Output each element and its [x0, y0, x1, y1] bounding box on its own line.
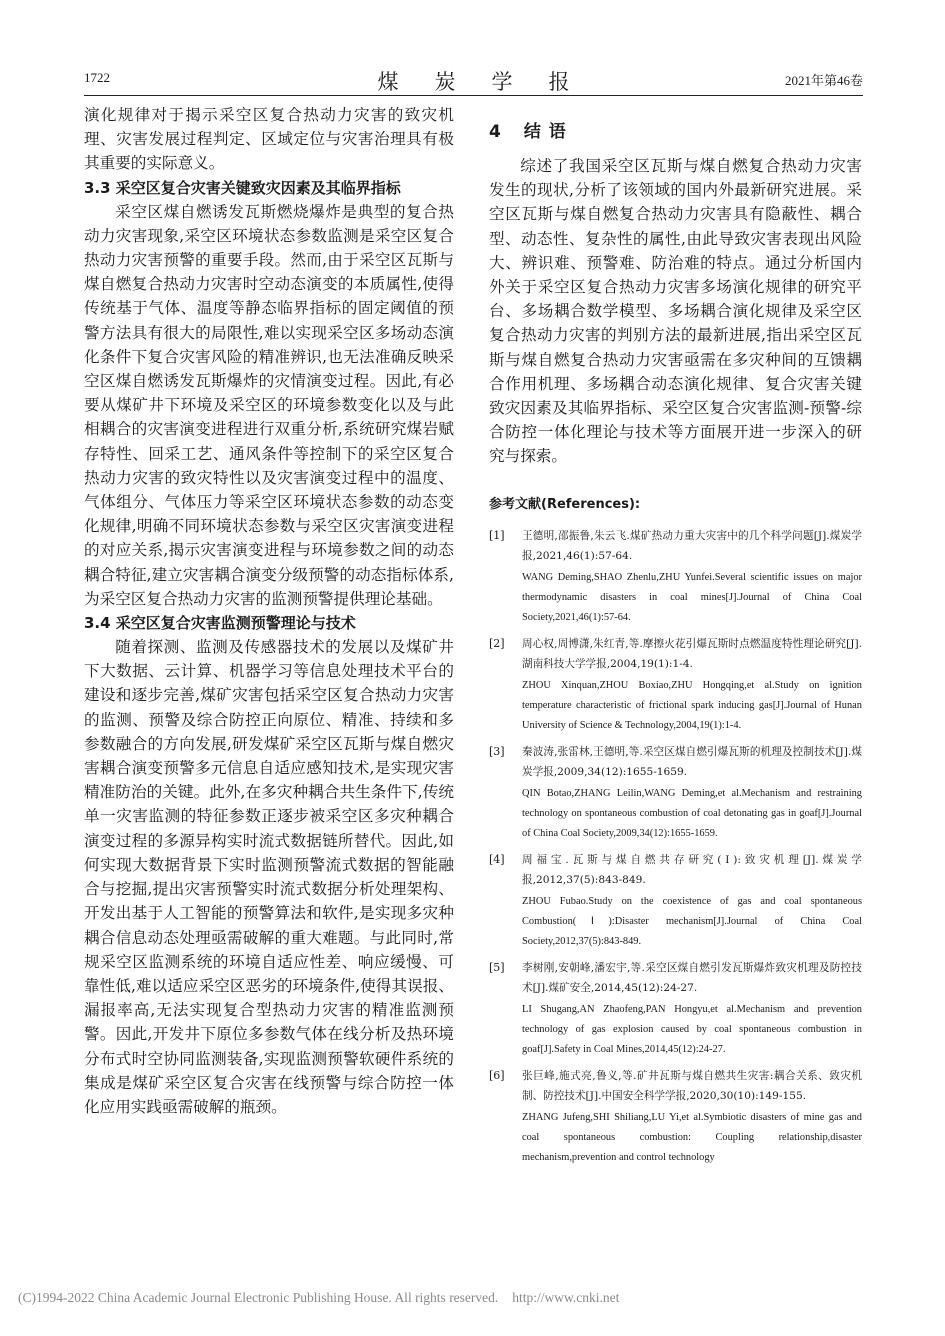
reference-item [489, 634, 862, 736]
reference-item [489, 958, 862, 1060]
reference-chinese: 李树刚,安朝峰,潘宏宇,等.采空区煤自燃引发瓦斯爆炸致灾机理及防控技术[J].煤矿安全,2014,45(12):24-27. [522, 961, 862, 994]
reference-english: ZHOU Fubao.Study on the coexistence of gas and coal spontaneous Combustion(Ⅰ):Disaster mechanism[J].Journal of China Coal Society,2012,37(5):843-849. [522, 895, 862, 947]
reference-chinese: 王德明,邵振鲁,朱云飞.煤矿热动力重大灾害中的几个科学问题[J].煤炭学报,2021,46(1):57-64. [522, 529, 862, 562]
reference-english: ZHOU Xinquan,ZHOU Boxiao,ZHU Hongqing,et al.Study on ignition temperature characteristic of frictional spark inducing gas[J].Journal of Hunan University of Science & Technology,2004,19(1):1-4. [522, 679, 862, 731]
header-rule [84, 95, 863, 96]
reference-item [489, 526, 862, 628]
reference-number: [2] [489, 636, 505, 650]
reference-item [489, 742, 862, 844]
reference-number: [4] [489, 852, 505, 866]
conclusion-heading [489, 117, 862, 142]
reference-item [489, 1066, 862, 1168]
reference-chinese: 张巨峰,施式亮,鲁义,等.矿井瓦斯与煤自燃共生灾害:耦合关系、致灾机制、防控技术[J].中国安全科学学报,2020,30(10):149-155. [522, 1069, 862, 1102]
reference-number: [3] [489, 744, 505, 758]
section-3-3-heading: 3.3 采空区复合灾害关键致灾因素及其临界指标 [84, 178, 401, 197]
right-column [489, 103, 862, 1174]
cnki-link[interactable]: http://www.cnki.net [512, 1290, 620, 1305]
reference-list [489, 526, 862, 1168]
reference-english: ZHANG Jufeng,SHI Shiliang,LU Yi,et al.Symbiotic disasters of mine gas and coal spontaneous combustion: Coupling relationship,disaster mechanism,prevention and control technology [522, 1111, 862, 1163]
section-3-4-paragraph: 随着探测、监测及传感器技术的发展以及煤矿井下大数据、云计算、机器学习等信息处理技术平台的建设和逐步完善,煤矿灾害包括采空区复合热动力灾害的监测、预警及综合防控正向原位、精准、持续和多参数融合的方向发展,研发煤矿采空区瓦斯与煤自燃灾害耦合演变预警多元信息自适应感知技术,是实现灾害精准防治的关键。此外,在多灾种耦合共生条件下,传统单一灾害监测的特征参数正逐步被采空区多灾种耦合演变过程的多源异构实时流式数据链所替代。因此,如何实现大数据背景下实时监测预警流式数据的智能融合与挖掘,提出灾害预警实时流式数据分析处理架构、开发出基于人工智能的预警算法和软件,是实现多灾种耦合信息动态处理亟需破解的重大难题。与此同时,常规采空区监测系统的环境自适应性差、响应缓慢、可靠性低,难以适应采空区恶劣的环境条件,使得其误报、漏报率高,无法实现复合型热动力灾害的精准监测预警。因此,开发井下原位多参数气体在线分析及热环境分布式时空协同监测装备,实现监测预警软硬件系统的集成是煤矿采空区复合灾害在线预警与综合防控一体化应用实践亟需破解的瓶颈。 [84, 638, 454, 1116]
page-number: 1722 [84, 70, 110, 85]
reference-number: [5] [489, 960, 505, 974]
reference-chinese: 秦波涛,张雷林,王德明,等.采空区煤自燃引爆瓦斯的机理及控制技术[J].煤炭学报,2009,34(12):1655-1659. [522, 745, 862, 778]
reference-number: [6] [489, 1068, 505, 1082]
reference-english: QIN Botao,ZHANG Leilin,WANG Deming,et al.Mechanism and restraining technology on spontaneous combustion of coal detonating gas in goaf[J].Journal of China Coal Society,2009,34(12):1655-1659. [522, 787, 862, 839]
copyright-footer [18, 1290, 619, 1306]
left-column [84, 103, 454, 1119]
section-3-3-paragraph: 采空区煤自燃诱发瓦斯燃烧爆炸是典型的复合热动力灾害现象,采空区环境状态参数监测是采空区复合热动力灾害预警的重要手段。然而,由于采空区瓦斯与煤自燃复合热动力灾害时空动态演变的本质属性,使得传统基于气体、温度等静态临界指标的固定阈值的预警方法具有很大的局限性,难以实现采空区多场动态演化条件下复合灾害风险的精准辨识,也无法准确反映采空区煤自燃诱发瓦斯爆炸的灾情演变过程。因此,有必要从煤矿井下环境及采空区的环境参数变化以及与此相耦合的灾害演变进程进行双重分析,系统研究煤岩赋存特性、回采工艺、通风条件等控制下的采空区复合热动力灾害的致灾特性以及灾害演变过程中的温度、气体组分、气体压力等采空区环境状态参数的动态变化规律,明确不同环境状态参数与采空区灾害演变进程的对应关系,揭示灾害演变进程与环境参数之间的动态耦合特征,建立灾害耦合演变分级预警的动态指标体系,为采空区复合热动力灾害的监测预警提供理论基础。 [84, 202, 454, 608]
continued-paragraph: 演化规律对于揭示采空区复合热动力灾害的致灾机理、灾害发展过程判定、区域定位与灾害治理具有极其重要的实际意义。 [84, 106, 454, 173]
conclusion-paragraph: 综述了我国采空区瓦斯与煤自燃复合热动力灾害发生的现状,分析了该领域的国内外最新研究进展。采空区瓦斯与煤自燃复合热动力灾害具有隐蔽性、耦合型、动态性、复杂性的属性,由此导致灾害表现出风险大、辨识难、预警难、防治难的特点。通过分析国内外关于采空区复合热动力灾害多场演化规律的研究平台、多场耦合数学模型、多场耦合演化规律及采空区复合热动力灾害的判别方法的最新进展,指出采空区瓦斯与煤自燃复合热动力灾害亟需在多灾种间的互馈耦合作用机理、多场耦合动态演化规律、复合灾害关键致灾因素及其临界指标、采空区复合灾害监测-预警-综合防控一体化理论与技术等方面展开进一步深入的研究与探索。 [489, 157, 862, 466]
conclusion-number: 4 [489, 122, 502, 142]
conclusion-title: 结 语 [523, 122, 567, 142]
copyright-text: (C)1994-2022 China Academic Journal Electronic Publishing House. All rights reserved. [18, 1290, 499, 1305]
running-header [84, 66, 863, 92]
volume-label: 2021年第46卷 [784, 73, 863, 88]
reference-number: [1] [489, 528, 505, 542]
reference-chinese: 周福宝.瓦斯与煤自燃共存研究(Ⅰ):致灾机理[J].煤炭学报,2012,37(5):843-849. [522, 853, 862, 886]
references-heading: 参考文献(References): [489, 496, 641, 512]
reference-english: WANG Deming,SHAO Zhenlu,ZHU Yunfei.Several scientific issues on major thermodynamic disasters in coal mines[J].Journal of China Coal Society,2021,46(1):57-64. [522, 571, 862, 623]
reference-english: LI Shugang,AN Zhaofeng,PAN Hongyu,et al.Mechanism and prevention technology of gas explosion caused by coal spontaneous combustion in goaf[J].Safety in Coal Mines,2014,45(12):24-27. [522, 1003, 862, 1055]
reference-item [489, 850, 862, 952]
reference-chinese: 周心权,周博潇,朱红青,等.摩擦火花引爆瓦斯时点燃温度特性理论研究[J].湖南科技大学学报,2004,19(1):1-4. [522, 637, 862, 670]
journal-title: 煤炭学报 [377, 70, 606, 94]
section-3-4-heading: 3.4 采空区复合灾害监测预警理论与技术 [84, 614, 356, 633]
